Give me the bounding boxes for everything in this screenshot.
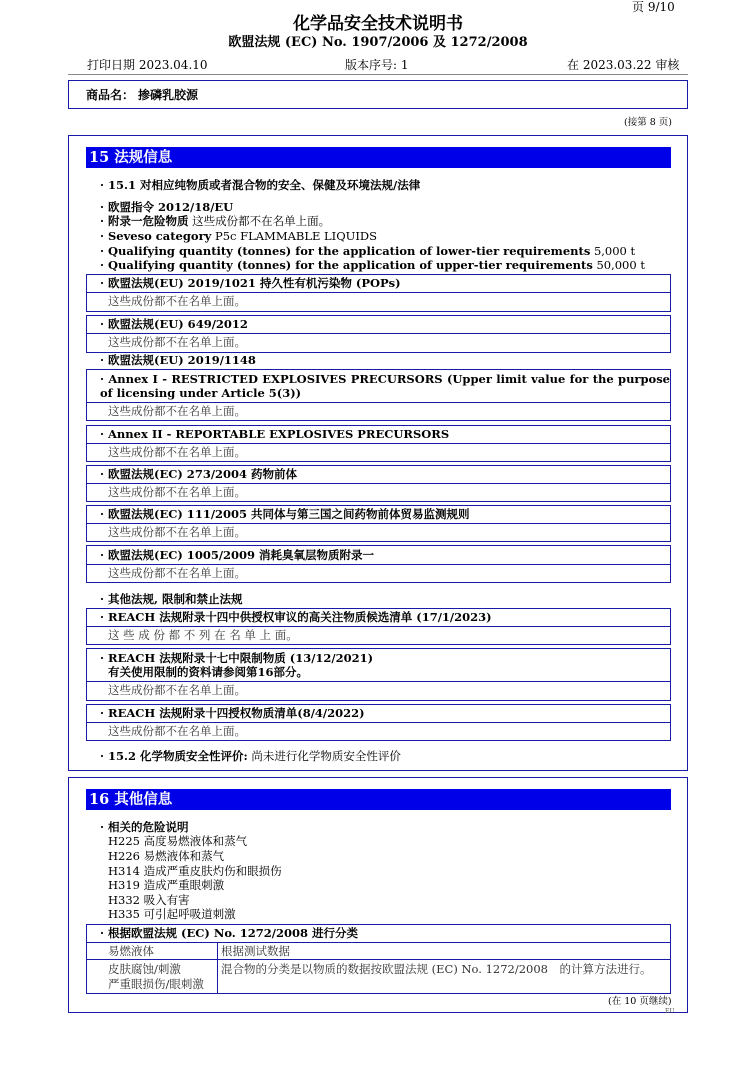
reach14-text: 这些成份都不在名单上面。 (108, 724, 246, 738)
reach14c-title: · REACH 法规附录十四中供授权审议的高关注物质候选清单 (17/1/2023) (100, 610, 492, 624)
classification-row2-category-a: 皮肤腐蚀/刺激 (108, 962, 181, 976)
r649-text: 这些成份都不在名单上面。 (108, 335, 246, 349)
classification-row2-basis: 混合物的分类是以物质的数据按欧盟法规 (EC) No. 1272/2008 的计算方法进行。 (221, 962, 652, 976)
annex1-value: 这些成份都不在名单上面。 (188, 214, 331, 228)
annexI-text: 这些成份都不在名单上面。 (108, 404, 246, 418)
continued-to-note: (在 10 页继续) (608, 996, 672, 1007)
annexI-title: · Annex I - RESTRICTED EXPLOSIVES PRECURSORS (Upper limit value for the purpose of licensing under Article 5(3)) (100, 372, 670, 400)
hazard-item: H335 可引起呼吸道刺激 (108, 907, 236, 921)
seveso-value: P5c FLAMMABLE LIQUIDS (211, 229, 377, 243)
header-divider (68, 74, 688, 75)
classification-col-divider (217, 942, 218, 994)
hazard-statements-title: · 相关的危险说明 (100, 820, 189, 834)
footer-code: EU (665, 1008, 675, 1015)
eu-directive: · 欧盟指令 2012/18/EU (100, 200, 234, 214)
classification-row-divider (86, 959, 671, 960)
r1005-divider (86, 564, 671, 565)
r111-title: · 欧盟法规(EC) 111/2005 共同体与第三国之间药物前体贸易监测规则 (100, 507, 470, 521)
qty-upper-label: · Qualifying quantity (tonnes) for the application of upper-tier requirements (100, 258, 593, 272)
annexII-divider (86, 443, 671, 444)
r649-divider (86, 333, 671, 334)
qty-upper-row (100, 258, 645, 272)
seveso-label: · Seveso category (100, 229, 212, 243)
annexII-title: · Annex II - REPORTABLE EXPLOSIVES PRECURSORS (100, 427, 450, 441)
reach17-divider (86, 681, 671, 682)
annex1-label: · 附录一危险物质 (100, 214, 189, 228)
classification-row2-category-b: 严重眼损伤/眼刺激 (108, 977, 204, 991)
r273-title: · 欧盟法规(EC) 273/2004 药物前体 (100, 467, 298, 481)
qty-upper-value: 50,000 t (592, 258, 645, 272)
classification-header-divider (86, 942, 671, 943)
pops-title: · 欧盟法规(EU) 2019/1021 持久性有机污染物 (POPs) (100, 276, 401, 290)
page-number: 页 9/10 (632, 0, 675, 14)
r111-divider (86, 523, 671, 524)
annexII-text: 这些成份都不在名单上面。 (108, 445, 246, 459)
classification-title: · 根据欧盟法规 (EC) No. 1272/2008 进行分类 (100, 926, 359, 940)
hazard-item: H314 造成严重皮肤灼伤和眼损伤 (108, 864, 282, 878)
r649-title: · 欧盟法规(EU) 649/2012 (100, 317, 248, 331)
document-subtitle: 欧盟法规 (EC) No. 1907/2006 及 1272/2008 (228, 35, 528, 50)
reach17-text: 这些成份都不在名单上面。 (108, 683, 246, 697)
hazard-item: H226 易燃液体和蒸气 (108, 849, 225, 863)
review-date: 在 2023.03.22 审核 (567, 58, 680, 72)
section-15-2-row (100, 749, 401, 763)
reach17-subtitle: 有关使用限制的资料请参阅第16部分。 (108, 665, 309, 679)
reach14-divider (86, 722, 671, 723)
classification-row1-category: 易燃液体 (108, 944, 154, 958)
product-name: 掺磷乳胶源 (138, 88, 199, 102)
r273-text: 这些成份都不在名单上面。 (108, 485, 246, 499)
qty-lower-value: 5,000 t (590, 244, 636, 258)
annexI-divider (86, 402, 671, 403)
print-date: 打印日期 2023.04.10 (87, 58, 208, 72)
qty-lower-row (100, 244, 635, 258)
section-15-title: 15 法规信息 (86, 147, 671, 168)
continued-from-note: (接第 8 页) (624, 117, 672, 128)
other-regulations-title: · 其他法规, 限制和禁止法规 (100, 592, 243, 606)
seveso-row (100, 229, 377, 243)
hazard-item: H319 造成严重眼刺激 (108, 878, 225, 892)
annex1-row (100, 214, 330, 228)
reach17-title: · REACH 法规附录十七中限制物质 (13/12/2021) (100, 651, 374, 665)
r1148-title: · 欧盟法规(EU) 2019/1148 (100, 353, 256, 367)
reach14c-divider (86, 626, 671, 627)
version-number: 版本序号: 1 (345, 58, 409, 72)
document-title: 化学品安全技术说明书 (293, 14, 463, 34)
hazard-item: H225 高度易燃液体和蒸气 (108, 834, 248, 848)
reach14c-text: 这 些 成 份 都 不 列 在 名 单 上 面。 (108, 628, 298, 642)
section-15-1-heading: · 15.1 对相应纯物质或者混合物的安全、保健及环境法规/法律 (100, 178, 421, 192)
section-16-title: 16 其他信息 (86, 789, 671, 810)
r273-divider (86, 483, 671, 484)
r1005-title: · 欧盟法规(EC) 1005/2009 消耗臭氧层物质附录一 (100, 548, 375, 562)
pops-divider (86, 292, 671, 293)
section-15-2-value: 尚未进行化学物质安全性评价 (247, 749, 401, 763)
r1005-text: 这些成份都不在名单上面。 (108, 566, 246, 580)
hazard-item: H332 吸入有害 (108, 893, 190, 907)
product-label: 商品名： (86, 88, 135, 102)
reach14-title: · REACH 法规附录十四授权物质清单(8/4/2022) (100, 706, 365, 720)
qty-lower-label: · Qualifying quantity (tonnes) for the application of lower-tier requirements (100, 244, 591, 258)
section-15-2-label: · 15.2 化学物质安全性评价: (100, 749, 248, 763)
r111-text: 这些成份都不在名单上面。 (108, 525, 246, 539)
pops-text: 这些成份都不在名单上面。 (108, 294, 246, 308)
classification-row1-basis: 根据测试数据 (221, 944, 290, 958)
